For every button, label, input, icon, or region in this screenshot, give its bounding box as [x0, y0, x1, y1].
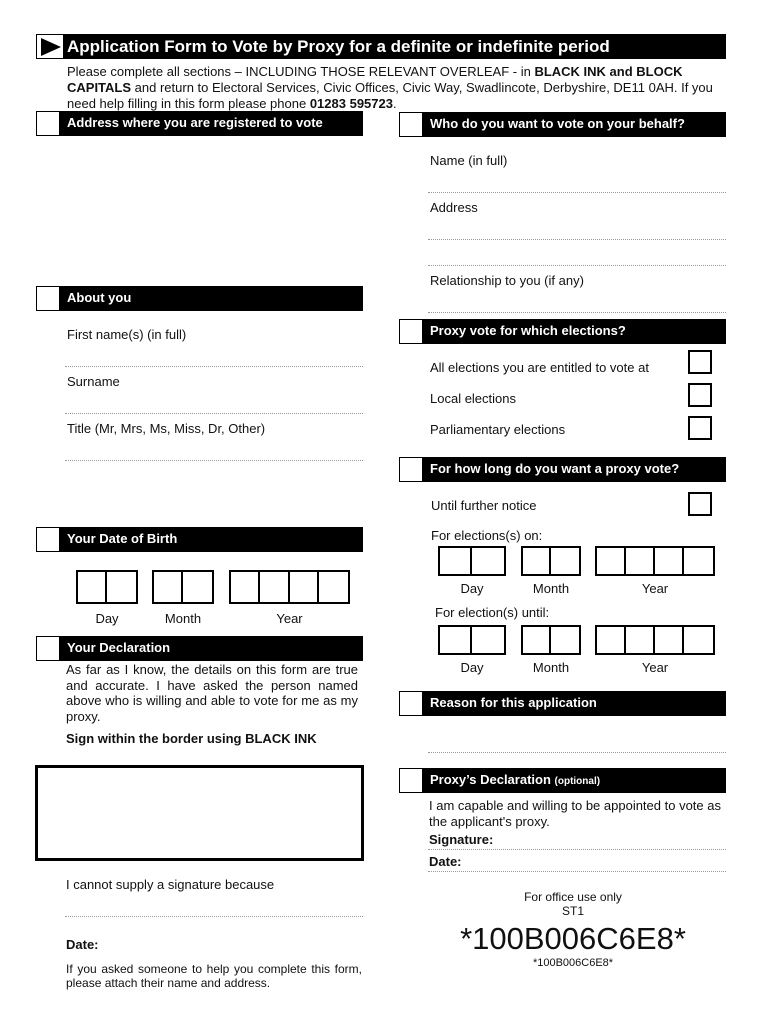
section-checkbox: [399, 319, 423, 344]
arrow-icon: [36, 34, 64, 59]
proxy-signature-field[interactable]: [428, 849, 726, 850]
until-day-label: Day: [460, 660, 484, 675]
declaration-text: As far as I know, the details on this form are true and accurate. I have asked the person named above who is willing and able to vote for me as my proxy.: [66, 662, 358, 724]
dob-year-label: Year: [276, 611, 303, 626]
election-option-local-checkbox[interactable]: [688, 383, 712, 407]
no-signature-label: I cannot supply a signature because: [66, 877, 275, 892]
election-option-parliamentary-label: Parliamentary elections: [430, 422, 566, 437]
proxy-date-field[interactable]: [428, 871, 726, 872]
barcode-text: *100B006C6E8*: [532, 957, 614, 969]
relationship-label: Relationship to you (if any): [430, 273, 584, 288]
declaration-section-header: [36, 636, 363, 661]
section-title: Your Declaration: [60, 636, 363, 661]
office-use-block: [500, 890, 646, 918]
intro-text: [67, 64, 727, 112]
section-checkbox: [399, 768, 423, 793]
proxy-name-field[interactable]: [428, 192, 726, 193]
elections-section-header: [399, 319, 726, 344]
about-section-header: [36, 286, 363, 311]
section-title: Who do you want to vote on your behalf?: [423, 112, 726, 137]
section-checkbox: [36, 527, 60, 552]
title-field[interactable]: [65, 460, 363, 461]
duration-section-header: [399, 457, 726, 482]
intro-phone: 01283 595723: [309, 96, 393, 111]
section-title: Address where you are registered to vote: [60, 111, 363, 136]
declaration-date-label: Date:: [66, 937, 99, 952]
proxy-address-field[interactable]: [428, 239, 726, 240]
relationship-field[interactable]: [428, 312, 726, 313]
section-checkbox: [36, 286, 60, 311]
until-day-input[interactable]: [438, 625, 506, 655]
proxy-address-field-2[interactable]: [428, 265, 726, 266]
section-title: Reason for this application: [423, 691, 726, 716]
proxy-address-label: Address: [430, 200, 478, 215]
section-title: About you: [60, 286, 363, 311]
intro-bold: BLACK INK and BLOCK CAPITALS: [67, 64, 683, 95]
until-month-label: Month: [532, 660, 570, 675]
election-option-all-checkbox[interactable]: [688, 350, 712, 374]
proxy-section-header: [399, 112, 726, 137]
dob-month-input[interactable]: [152, 570, 214, 604]
on-day-label: Day: [460, 581, 484, 596]
on-day-input[interactable]: [438, 546, 506, 576]
section-checkbox: [399, 691, 423, 716]
page-title: Application Form to Vote by Proxy for a definite or indefinite period: [67, 37, 610, 56]
intro-part2: and return to Electoral Services, Civic Offices, Civic Way, Swadlincote, Derbyshire, DE11 0AH. If you need help filling in this form please phone: [67, 80, 713, 111]
dob-month-label: Month: [164, 611, 202, 626]
until-month-input[interactable]: [521, 625, 581, 655]
elections-until-label: For election(s) until:: [435, 605, 550, 620]
section-title: Your Date of Birth: [60, 527, 363, 552]
dob-day-label: Day: [95, 611, 119, 626]
elections-on-label: For elections(s) on:: [431, 528, 543, 543]
dob-section-header: [36, 527, 363, 552]
section-title: Proxy vote for which elections?: [423, 319, 726, 344]
proxy-signature-label: Signature:: [429, 832, 494, 847]
office-use-label: For office use only: [524, 890, 622, 904]
on-year-label: Year: [641, 581, 669, 596]
section-title: [423, 768, 726, 793]
form-title-bar: [36, 34, 726, 59]
until-year-input[interactable]: [595, 625, 715, 655]
sign-instruction: Sign within the border using BLACK INK: [66, 731, 317, 746]
address-section-header: [36, 111, 363, 136]
proxy-declaration-header: [399, 768, 726, 793]
election-option-parliamentary-checkbox[interactable]: [688, 416, 712, 440]
on-year-input[interactable]: [595, 546, 715, 576]
help-note: If you asked someone to help you complete this form, please attach their name and address.: [66, 962, 362, 990]
dob-day-input[interactable]: [76, 570, 138, 604]
intro-part3: .: [392, 96, 397, 111]
first-names-field[interactable]: [65, 366, 363, 367]
proxy-date-label: Date:: [429, 854, 462, 869]
office-use-code: ST1: [561, 904, 584, 918]
section-checkbox: [399, 457, 423, 482]
surname-label: Surname: [67, 374, 120, 389]
until-year-label: Year: [641, 660, 669, 675]
reason-section-header: [399, 691, 726, 716]
proxy-declaration-text: I am capable and willing to be appointed to vote as the applicant's proxy.: [429, 798, 721, 829]
reason-field[interactable]: [428, 752, 726, 753]
on-month-input[interactable]: [521, 546, 581, 576]
intro-part1: Please complete all sections – INCLUDING THOSE RELEVANT OVERLEAF - in: [67, 64, 535, 79]
proxy-declaration-title: Proxy’s Declaration: [430, 772, 551, 787]
section-checkbox: [399, 112, 423, 137]
section-title: For how long do you want a proxy vote?: [423, 457, 726, 482]
signature-box[interactable]: [35, 765, 364, 861]
until-notice-label: Until further notice: [431, 498, 537, 513]
dob-year-input[interactable]: [229, 570, 350, 604]
section-checkbox: [36, 111, 60, 136]
on-month-label: Month: [532, 581, 570, 596]
section-checkbox: [36, 636, 60, 661]
proxy-name-label: Name (in full): [430, 153, 508, 168]
surname-field[interactable]: [65, 413, 363, 414]
election-option-all-label: All elections you are entitled to vote at: [430, 360, 649, 375]
no-signature-field[interactable]: [65, 916, 363, 917]
until-notice-checkbox[interactable]: [688, 492, 712, 516]
first-names-label: First name(s) (in full): [67, 327, 187, 342]
election-option-local-label: Local elections: [430, 391, 516, 406]
optional-tag: (optional): [554, 776, 601, 787]
barcode: *100B006C6E8*: [460, 921, 686, 956]
title-label: Title (Mr, Mrs, Ms, Miss, Dr, Other): [67, 421, 266, 436]
